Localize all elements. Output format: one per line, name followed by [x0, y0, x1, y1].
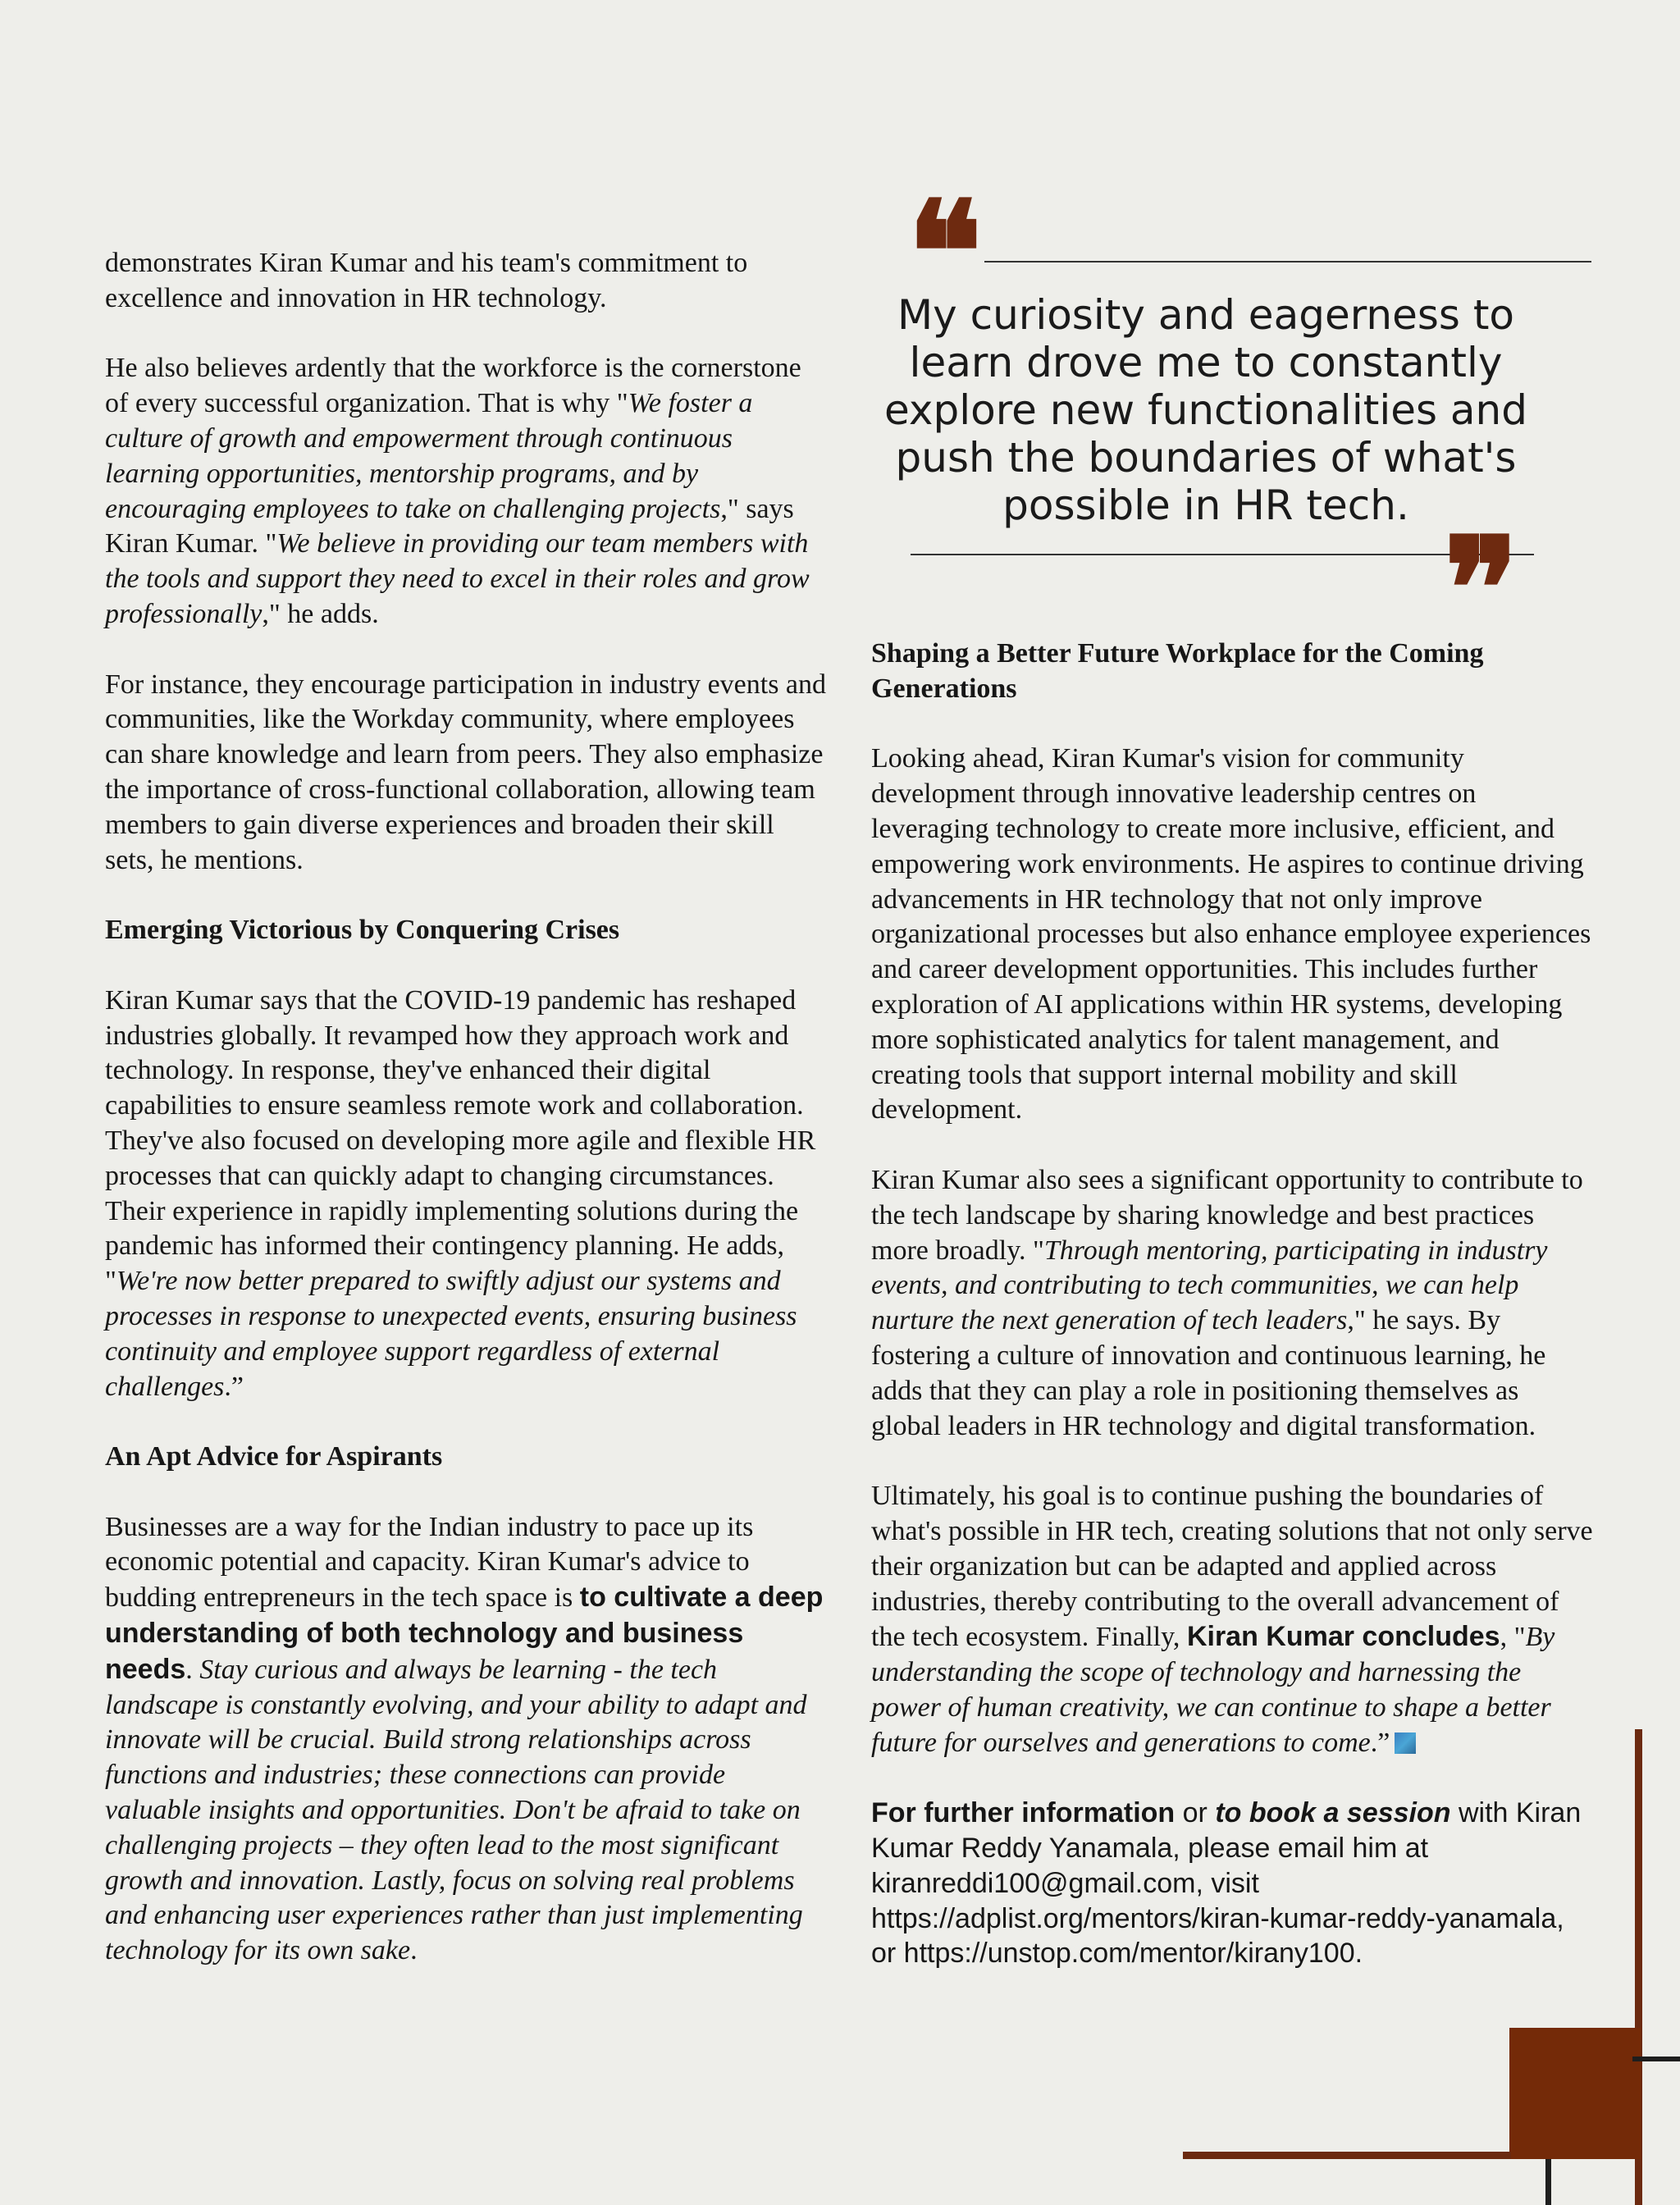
pull-quote-top-rule: [984, 261, 1591, 262]
paragraph-vision: Looking ahead, Kiran Kumar's vision for community development through innovative leadership centres on leveraging technology to create more inclusive, efficient, and empowering work environments. He aspires to continue driving advancements in HR technology that not only improve organizational processes but also enhance employee experiences and career development opportunities. This includes further exploration of AI applications within HR systems, developing more sophisticated analytics for talent management, and creating tools that support internal mobility and skill development.: [871, 743, 1591, 1125]
decorative-dark-vertical-line: [1545, 2159, 1551, 2205]
text-run: Ultimately, his goal is to continue pushing the boundaries of what's possible in HR tech, creating solutions that not only serve their organization but can be adapted and applied across industries, thereby contributing to the overall advancement of the tech ecosystem. Finally,: [871, 1481, 1593, 1653]
heading-apt-advice: An Apt Advice for Aspirants: [105, 1441, 443, 1472]
pull-quote-text: My curiosity and eagerness to learn drove me to constantly explore new functionalities and push the boundaries of what's possible in HR tech.: [884, 291, 1527, 529]
image-icon: [1395, 1732, 1416, 1754]
paragraph-conclusion: [871, 1479, 1593, 1760]
quote-tools-support: We believe in providing our team members with the tools and support they need to excel in their roles and grow professionally: [105, 528, 810, 629]
text-run: Businesses are a way for the Indian industry to pace up its economic potential and capacity. Kiran Kumar's advice to budding entrepreneurs in the tech space is: [105, 1511, 754, 1614]
paragraph-intro-continuation: demonstrates Kiran Kumar and his team's commitment to excellence and innovation in HR technology.: [105, 248, 748, 313]
open-quote-icon: ❝: [907, 171, 983, 335]
right-column: [871, 637, 1593, 2006]
text-run: ," says Kiran Kumar. ": [105, 493, 794, 559]
paragraph-covid: [105, 984, 827, 1405]
text-run: He also believes ardently that the workforce is the cornerstone of every successful organization. That is why ": [105, 353, 801, 419]
paragraph-contact: [871, 1796, 1593, 1971]
text-run: ," he adds.: [262, 598, 379, 629]
left-column: [105, 246, 827, 2004]
contact-details: with Kiran Kumar Reddy Yanamala, please email him at kiranreddi100@gmail.com, visit https://adplist.org/mentors/kiran-kumar-reddy-yanamala, or https://unstop.com/mentor/kirany100.: [871, 1797, 1582, 1970]
quote-growth: We foster a culture of growth and empowerment through continuous learning opportunities, mentorship programs, and by encouraging employees to take on challenging projects: [105, 388, 753, 524]
heading-shaping-future: Shaping a Better Future Workplace for the Coming Generations: [871, 638, 1484, 704]
text-run: , ": [1500, 1622, 1526, 1653]
text-run: Kiran Kumar also sees a significant opportunity to contribute to the tech landscape by sharing knowledge and best practices more broadly. ": [871, 1164, 1583, 1266]
advice-highlight: to cultivate a deep understanding of both technology and business needs: [105, 1582, 824, 1685]
decorative-dark-line: [1632, 2057, 1680, 2061]
paragraph-workforce: [105, 351, 827, 632]
quote-understanding-scope: By understanding the scope of technology and harnessing the power of human creativity, we can continue to shape a better future for ourselves and generations to come: [871, 1622, 1555, 1758]
quote-stay-curious: Stay curious and always be learning - the tech landscape is constantly evolving, and your ability to adapt and innovate will be crucial. Build strong relationships across functions and industries; these connections can provide valuable insights and opportunities. Don't be afraid to take on challenging projects – they often lead to the most significant growth and innovation. Lastly, focus on solving real problems and enhancing user experiences rather than just implementing technology for its own sake: [105, 1654, 807, 1966]
text-run: .: [185, 1654, 200, 1685]
further-info-label: For further information: [871, 1797, 1176, 1829]
paragraph-opportunity: [871, 1163, 1593, 1444]
text-run: Kiran Kumar says that the COVID-19 pandemic has reshaped industries globally. It revamped how they approach work and technology. In response, they've enhanced their digital capabilities to ensure seamless remote work and collaboration. They've also focused on developing more agile and flexible HR processes that can quickly adapt to changing circumstances. Their experience in rapidly implementing solutions during the pandemic has informed their contingency planning. He adds, ": [105, 984, 816, 1297]
heading-emerging-victorious: Emerging Victorious by Conquering Crises: [105, 915, 620, 946]
text-run: ," he says. By fostering a culture of innovation and continuous learning, he adds that they can play a role in positioning themselves as global leaders in HR technology and digital transformation.: [871, 1305, 1546, 1441]
pull-quote-bottom-rule: [911, 554, 1534, 555]
paragraph-advice: [105, 1510, 827, 1969]
quote-mentoring: Through mentoring, participating in industry events, and contributing to tech communities, we can help nurture the next generation of tech leaders: [871, 1235, 1548, 1336]
decorative-square: [1509, 2028, 1641, 2159]
paragraph-workday-community: For instance, they encourage participation in industry events and communities, like the Workday community, where employees can share knowledge and learn from peers. They also emphasize the importance of cross-functional collaboration, allowing team members to gain diverse experiences and broaden their skill sets, he mentions.: [105, 669, 827, 875]
decorative-horizontal-bar: [1183, 2152, 1511, 2159]
text-run: or: [1175, 1797, 1216, 1829]
conclusion-name: Kiran Kumar concludes: [1186, 1621, 1500, 1653]
text-run: .: [410, 1935, 418, 1966]
text-run: .”: [224, 1371, 244, 1402]
text-run: .”: [1370, 1727, 1390, 1758]
close-quote-icon: ❞: [1444, 507, 1519, 671]
quote-better-prepared: We're now better prepared to swiftly adjust our systems and processes in response to unexpected events, ensuring business continuity and employee support regardless of external challenges: [105, 1266, 797, 1402]
book-session-label: to book a session: [1215, 1797, 1451, 1829]
